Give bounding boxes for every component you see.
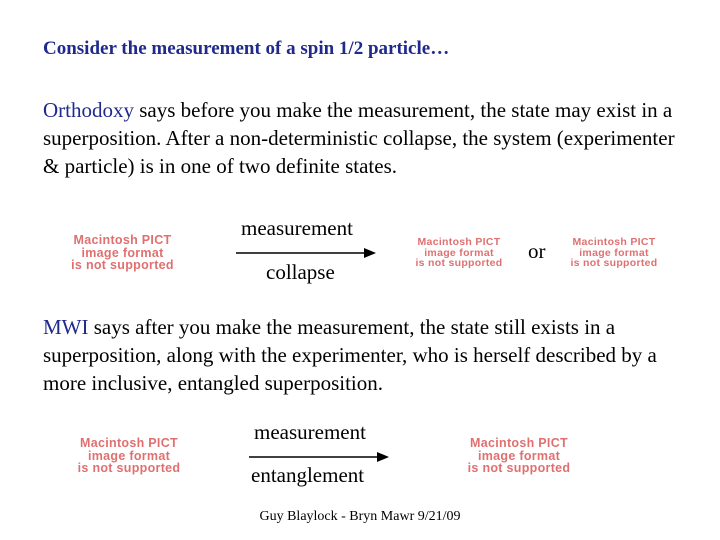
pict-line-2: image format <box>81 245 164 260</box>
pict-line-2: image format <box>477 448 561 463</box>
mwi-paragraph <box>43 313 693 397</box>
mwi-keyword: MWI <box>43 315 89 339</box>
pict-line-1: Macintosh PICT <box>470 436 568 451</box>
measurement-label: measurement <box>241 216 353 240</box>
pict-line-2: image format <box>87 448 171 463</box>
right-arrow-icon <box>249 450 389 464</box>
mwi-text: says after you make the measurement, the state still exists in a superposition, along with the experimenter, who is herself described by a more inclusive, entangled superposition. <box>43 315 657 395</box>
pict-line-2: image format <box>579 246 649 259</box>
pict-line-1: Macintosh PICT <box>572 236 656 249</box>
footer: Guy Blaylock - Bryn Mawr 9/21/09 <box>259 509 461 524</box>
pict-placeholder-image <box>40 233 205 273</box>
pict-placeholder-image <box>424 436 614 476</box>
orthodoxy-keyword: Orthodoxy <box>43 98 134 122</box>
pict-line-1: Macintosh PICT <box>73 233 172 248</box>
right-arrow-icon <box>236 246 376 260</box>
pict-line-3: is not supported <box>77 461 181 476</box>
pict-line-3: is not supported <box>467 461 571 476</box>
pict-placeholder-image <box>44 436 214 476</box>
orthodoxy-paragraph <box>43 96 693 180</box>
pict-line-3: is not supported <box>415 257 503 270</box>
pict-placeholder-image <box>404 236 514 270</box>
collapse-label: collapse <box>266 260 335 284</box>
pict-line-3: is not supported <box>71 258 174 273</box>
entanglement-label: entanglement <box>251 463 365 487</box>
orthodoxy-text: says before you make the measurement, the state may exist in a superposition. After a non-deterministic collapse, the system (experimenter & particle) is in one of two definite states. <box>43 98 675 178</box>
measurement-label: measurement <box>254 420 366 444</box>
pict-line-1: Macintosh PICT <box>80 436 178 451</box>
slide-title: Consider the measurement of a spin 1/2 particle… <box>43 38 450 59</box>
or-label: or <box>528 239 546 263</box>
pict-line-2: image format <box>424 246 494 259</box>
pict-placeholder-image <box>560 236 668 270</box>
pict-line-1: Macintosh PICT <box>417 236 501 249</box>
pict-line-3: is not supported <box>570 257 658 270</box>
